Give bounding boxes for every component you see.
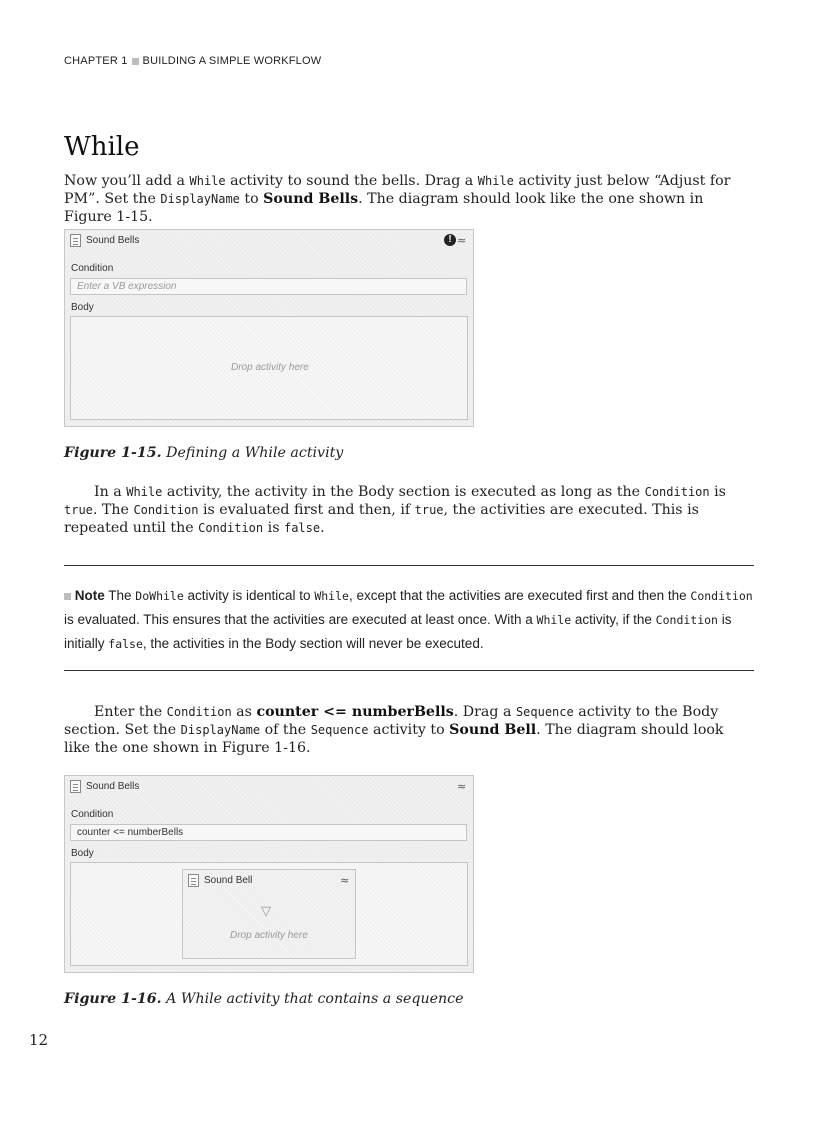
note-top-rule: [64, 565, 754, 566]
sequence-title[interactable]: Sound Bell: [204, 875, 253, 886]
activity-title[interactable]: Sound Bells: [86, 235, 140, 246]
while-activity-designer[interactable]: [64, 229, 474, 427]
while-activity-icon: [70, 234, 81, 247]
body-label: Body: [71, 302, 94, 313]
figure-caption-1: Figure 1-15. Defining a While activity: [64, 445, 344, 461]
while-activity-icon: [70, 780, 81, 793]
condition-label: Condition: [71, 809, 114, 820]
body-label: Body: [71, 848, 94, 859]
validation-error-icon[interactable]: !: [444, 234, 456, 246]
note-bottom-rule: [64, 670, 754, 671]
collapse-icon[interactable]: ≈: [457, 780, 467, 793]
drop-activity-hint: Drop activity here: [230, 930, 308, 941]
activity-header[interactable]: [65, 230, 473, 251]
activity-header[interactable]: [65, 776, 473, 797]
note-square-icon: [64, 593, 71, 600]
sequence-activity-icon: [188, 874, 199, 887]
condition-input[interactable]: counter <= numberBells: [70, 824, 467, 841]
collapse-icon[interactable]: ≈: [457, 234, 467, 247]
body-drop-zone[interactable]: [70, 316, 468, 420]
intro-paragraph: Now you’ll add a While activity to sound the bells. Drag a While activity just below “Adjust for PM”. Set the DisplayName to Sound Bells. The diagram should look like the one shown in Figure 1-15.: [64, 173, 731, 225]
chapter-title: BUILDING A SIMPLE WORKFLOW: [142, 55, 322, 67]
while-activity-designer-with-sequence[interactable]: [64, 775, 474, 973]
note-block: Note The DoWhile activity is identical to While, except that the activities are executed first and then the Condition is evaluated. This ensures that the activities are executed at least once. With a While activity, if the Condition is initially false, the activities in the Body section will never be executed.: [64, 588, 753, 651]
insertion-arrow-icon[interactable]: ▽: [261, 904, 271, 919]
sequence-collapse-icon[interactable]: ≈: [340, 874, 350, 887]
body-drop-zone[interactable]: [70, 862, 468, 966]
condition-instructions-paragraph: Enter the Condition as counter <= numberBells. Drag a Sequence activity to the Body section. Set the DisplayName of the Sequence activity to Sound Bell. The diagram should look like the one shown in Figure 1-16.: [64, 704, 724, 756]
page-number: 12: [29, 1031, 49, 1049]
section-heading: While: [64, 132, 140, 162]
sequence-header[interactable]: [183, 870, 355, 891]
running-head: [64, 55, 321, 67]
while-explanation-paragraph: In a While activity, the activity in the Body section is executed as long as the Condition is true. The Condition is evaluated first and then, if true, the activities are executed. This is repeated until the Condition is false.: [64, 484, 726, 536]
drop-activity-hint: Drop activity here: [231, 362, 309, 373]
separator-square-icon: [132, 58, 139, 65]
sequence-activity-designer[interactable]: [182, 869, 356, 959]
condition-label: Condition: [71, 263, 114, 274]
condition-input[interactable]: Enter a VB expression: [70, 278, 467, 295]
chapter-label: CHAPTER 1: [64, 55, 128, 67]
figure-caption-2: Figure 1-16. A While activity that contains a sequence: [64, 991, 464, 1007]
activity-title[interactable]: Sound Bells: [86, 781, 140, 792]
